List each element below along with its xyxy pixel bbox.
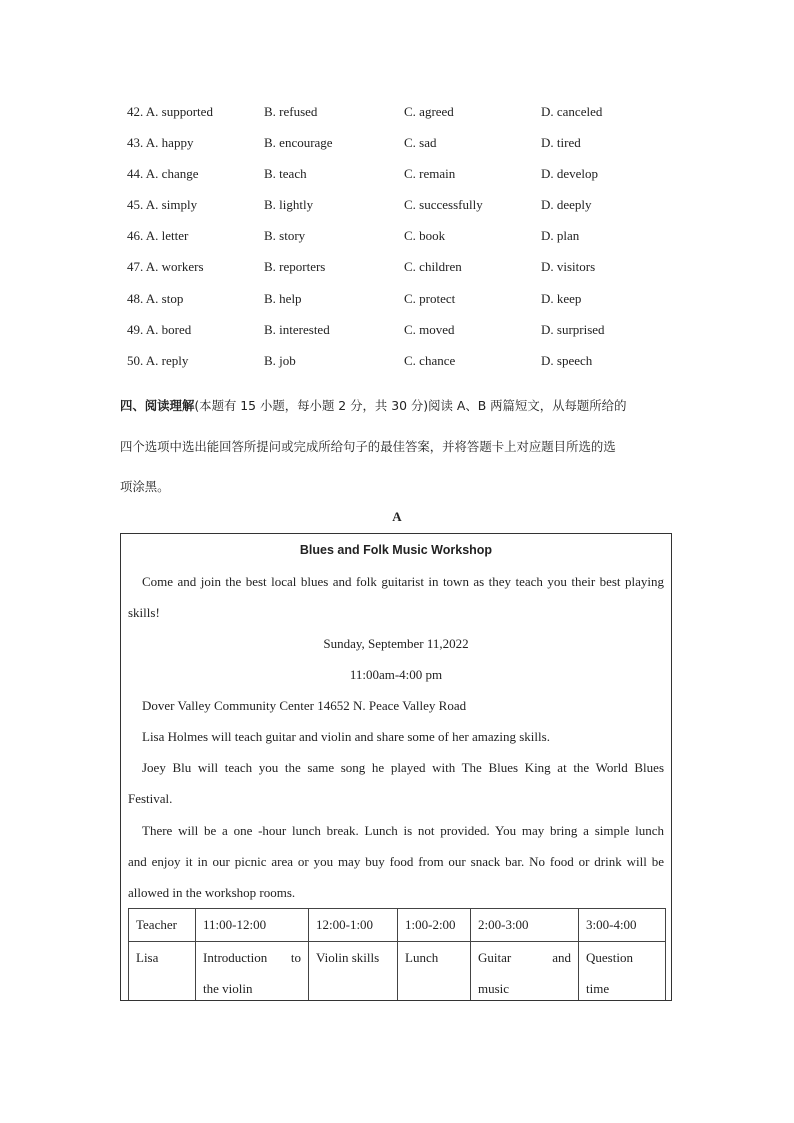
question-row: [127, 163, 687, 194]
option-b: B. lightly: [264, 197, 314, 213]
cell-text: to: [290, 950, 301, 965]
option-c: C. sad: [404, 135, 437, 151]
slot-cell: Violin skills: [309, 942, 398, 1002]
option-a: 44. A. change: [127, 166, 199, 182]
option-d: D. keep: [541, 290, 582, 306]
option-d: D. speech: [541, 352, 593, 368]
option-b: B. interested: [264, 321, 330, 337]
cell-text: time: [586, 981, 610, 996]
option-d: D. tired: [541, 135, 581, 151]
option-b: B. teach: [264, 166, 307, 182]
option-a: 48. A. stop: [127, 290, 184, 306]
table-row: [129, 942, 666, 1002]
ad-joey-line-1: Joey Blu will teach you the same song he played with The Blues King at the World Blues: [142, 760, 664, 775]
option-d: D. canceled: [541, 104, 603, 119]
option-b: B. help: [264, 290, 302, 306]
option-c: C. agreed: [404, 104, 454, 119]
option-c: C. successfully: [404, 197, 483, 213]
slot-cell: [579, 942, 666, 1002]
ad-lunch-line-3: allowed in the workshop rooms.: [128, 885, 296, 900]
option-c: C. chance: [404, 352, 456, 368]
cell-text: music: [478, 981, 510, 996]
ad-joey-line-2: Festival.: [128, 791, 173, 806]
question-row: [127, 194, 687, 225]
instruction-text: (本题有 15 小题，每小题 2 分，共 30 分)阅读 A、B 两篇短文，从每题所给的: [194, 398, 627, 413]
header-cell: 2:00-3:00: [471, 909, 579, 942]
cell-text: Introduction: [203, 950, 268, 965]
header-cell: Teacher: [129, 909, 196, 942]
question-row: [127, 319, 687, 350]
option-d: D. develop: [541, 166, 599, 182]
header-cell: 3:00-4:00: [579, 909, 666, 942]
option-c: C. book: [404, 228, 446, 244]
option-b: B. job: [264, 352, 296, 368]
ad-date: Sunday, September 11,2022: [323, 636, 469, 651]
option-d: D. plan: [541, 228, 580, 244]
ad-lunch-line-2: and enjoy it in our picnic area or you may buy food from our snack bar. No food or drink will be: [128, 854, 664, 869]
slot-cell: Lunch: [398, 942, 471, 1002]
option-c: C. remain: [404, 166, 456, 182]
workshop-ad-box: [120, 533, 672, 1001]
cell-text: and: [552, 950, 571, 965]
option-c: C. children: [404, 259, 462, 275]
option-d: D. surprised: [541, 321, 605, 337]
option-c: C. protect: [404, 290, 456, 306]
option-a: 46. A. letter: [127, 228, 189, 244]
option-a: 50. A. reply: [127, 352, 189, 368]
option-a: 45. A. simply: [127, 197, 198, 213]
option-a: 43. A. happy: [127, 135, 194, 151]
instruction-line-1: [120, 386, 678, 427]
ad-title: Blues and Folk Music Workshop: [299, 543, 493, 557]
ad-time: 11:00am-4:00 pm: [349, 667, 443, 682]
header-cell: 11:00-12:00: [196, 909, 309, 942]
option-c: C. moved: [404, 321, 455, 337]
instruction-line-3: 项涂黑。: [120, 479, 170, 494]
cell-text: Question: [586, 950, 633, 965]
option-d: D. visitors: [541, 259, 596, 275]
question-row: [127, 132, 687, 163]
option-a: 47. A. workers: [127, 259, 204, 275]
ad-lisa: Lisa Holmes will teach guitar and violin and share some of her amazing skills.: [142, 729, 550, 744]
table-header-row: [129, 909, 666, 942]
question-row: [127, 225, 687, 256]
option-b: B. story: [264, 228, 306, 244]
ad-intro-line-2: skills!: [128, 605, 160, 620]
question-row: [127, 101, 687, 132]
option-b: B. encourage: [264, 135, 333, 151]
option-b: B. refused: [264, 104, 318, 119]
option-a: 49. A. bored: [127, 321, 192, 337]
cell-text: the violin: [203, 981, 253, 996]
question-list: [127, 101, 687, 381]
slot-cell: [196, 942, 309, 1002]
question-row: [127, 350, 687, 381]
section-heading: 四、阅读理解: [120, 398, 195, 413]
header-cell: 1:00-2:00: [398, 909, 471, 942]
schedule-table: [128, 908, 666, 1001]
slot-cell: [471, 942, 579, 1002]
option-a: 42. A. supported: [127, 104, 213, 119]
question-row: [127, 288, 687, 319]
header-cell: 12:00-1:00: [309, 909, 398, 942]
ad-location: Dover Valley Community Center 14652 N. Peace Valley Road: [142, 698, 467, 713]
instruction-line-2: 四个选项中选出能回答所提问或完成所给句子的最佳答案，并将答题卡上对应题目所选的选: [120, 438, 616, 454]
ad-intro-line-1: Come and join the best local blues and folk guitarist in town as they teach you their best playing: [142, 574, 664, 589]
reading-section-instructions: [120, 386, 678, 508]
passage-label: A: [392, 509, 402, 524]
question-row: [127, 256, 687, 287]
ad-lunch-line-1: There will be a one -hour lunch break. Lunch is not provided. You may bring a simple lunch: [142, 823, 664, 838]
cell-text: Guitar: [478, 950, 512, 965]
option-b: B. reporters: [264, 259, 326, 275]
option-d: D. deeply: [541, 197, 592, 213]
teacher-cell: Lisa: [129, 942, 196, 1002]
